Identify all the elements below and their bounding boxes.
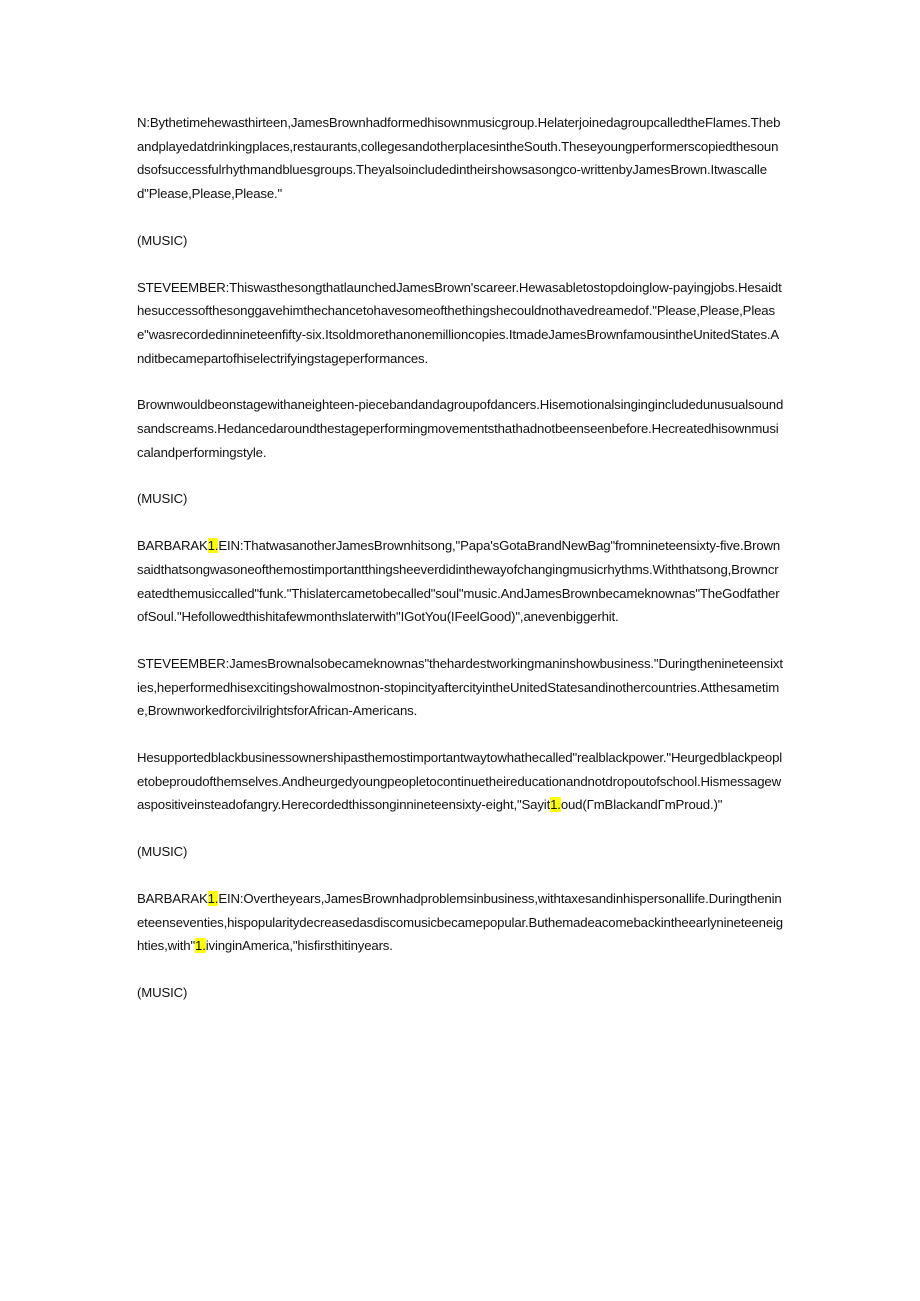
text-run: ivinginAmerica,"hisfirsthitinyears. [205, 938, 393, 954]
paragraph-2 [137, 276, 784, 371]
paragraph-1 [137, 111, 784, 206]
text-run: BARBARAK [137, 890, 208, 906]
paragraph-6 [137, 746, 784, 817]
highlighted-text: 1. [550, 797, 561, 813]
text-run: N:Bythetimehewasthirteen,JamesBrownhadformedhisownmusicgroup.HelaterjoinedagroupcalledtheFlames.Thebandplayedatdrinkingplaces,restaurants,collegesandotherplacesintheSouth.Theseyoungperformerscopiedthesoundsofsuccessfulrhythmandbluesgroups.Theyalsoincludedintheirshowsasongco-writtenbyJamesBrown.Itwascalled"Please,Please,Please." [137, 115, 781, 202]
text-run: STEVEEMBER:JamesBrownalsobecameknownas"thehardestworkingmaninshowbusiness."Duringthenineteensixties,heperformedhisexcitingshowalmostnon-stopincityaftercityintheUnitedStatesandinothercountries.Atthesametime,BrownworkedforcivilrightsforAfrican-Americans. [137, 655, 783, 719]
music-cue-2 [137, 487, 784, 511]
text-run: (MUSIC) [137, 232, 188, 248]
text-run: BARBARAK [137, 538, 208, 554]
highlighted-text: 1. [207, 538, 219, 554]
text-run: (MUSIC) [137, 844, 188, 860]
text-run: Hesupportedblackbusinessownershipasthemostimportantwaytowhathecalled"realblackpower."Heurgedblackpeopletobeproudofthemselves.Andheurgedyoungpeopletocontinuetheireducationandnotdropoutofschool.Hismessagewaspositiveinsteadofangry.Herecordedthissonginnineteensixty-eight,"Sayit [137, 750, 783, 813]
paragraph-4 [137, 534, 784, 629]
highlighted-text: 1. [207, 890, 219, 906]
text-run: EIN:Overtheyears,JamesBrownhadproblemsinbusiness,withtaxesandinhispersonallife.Duringthenineteenseventies,hispopularitydecreasedasdiscomusicbecamepopular.Buthemadeacomebackintheearlynineteeneighties,with" [137, 890, 783, 954]
music-cue-3 [137, 840, 784, 864]
paragraph-7 [137, 887, 784, 958]
text-run: oud(ΓmBlackandΓmProud.)" [560, 797, 723, 813]
text-run: STEVEEMBER:ThiswasthesongthatlaunchedJamesBrown'scareer.Hewasabletostopdoinglow-payingjobs.Hesaidthesuccessofthesonggavehimthechancetohavesomeofthethingshecouldnothavedreamedof."Please,Please,Please"wasrecordedinnineteenfifty-six.Itsoldmorethanonemillioncopies.ItmadeJamesBrownfamousintheUnitedStates.Anditbecamepartofhiselectrifyingstageperformances. [137, 279, 782, 366]
text-run: EIN:ThatwasanotherJamesBrownhitsong,"Papa'sGotaBrandNewBag"fromnineteensixty-five.Brownsaidthatsongwasoneofthemostimportantthingsheeverdidinthewayofchangingmusicrhythms.Withthatsong,Browncreatedthemusiccalled"funk."Thislatercametobecalled"soul"music.AndJamesBrownbecameknownas"TheGodfatherofSoul."Hefollowedthishitafewmonthslaterwith"IGotYou(IFeelGood)",anevenbiggerhit. [137, 538, 781, 625]
paragraph-3 [137, 393, 784, 464]
music-cue-4 [137, 981, 784, 1005]
text-run: (MUSIC) [137, 491, 188, 507]
paragraph-5 [137, 652, 784, 723]
text-run: Brownwouldbeonstagewithaneighteen-piecebandandagroupofdancers.Hisemotionalsingingincludedunusualsoundsandscreams.Hedancedaroundthestageperformingmovementsthathadnotbeenseenbefore.Hecreatedhisownmusicalandperformingstyle. [137, 397, 784, 460]
music-cue-1 [137, 229, 784, 253]
highlighted-text: 1. [195, 938, 206, 954]
text-run: (MUSIC) [137, 984, 188, 1000]
